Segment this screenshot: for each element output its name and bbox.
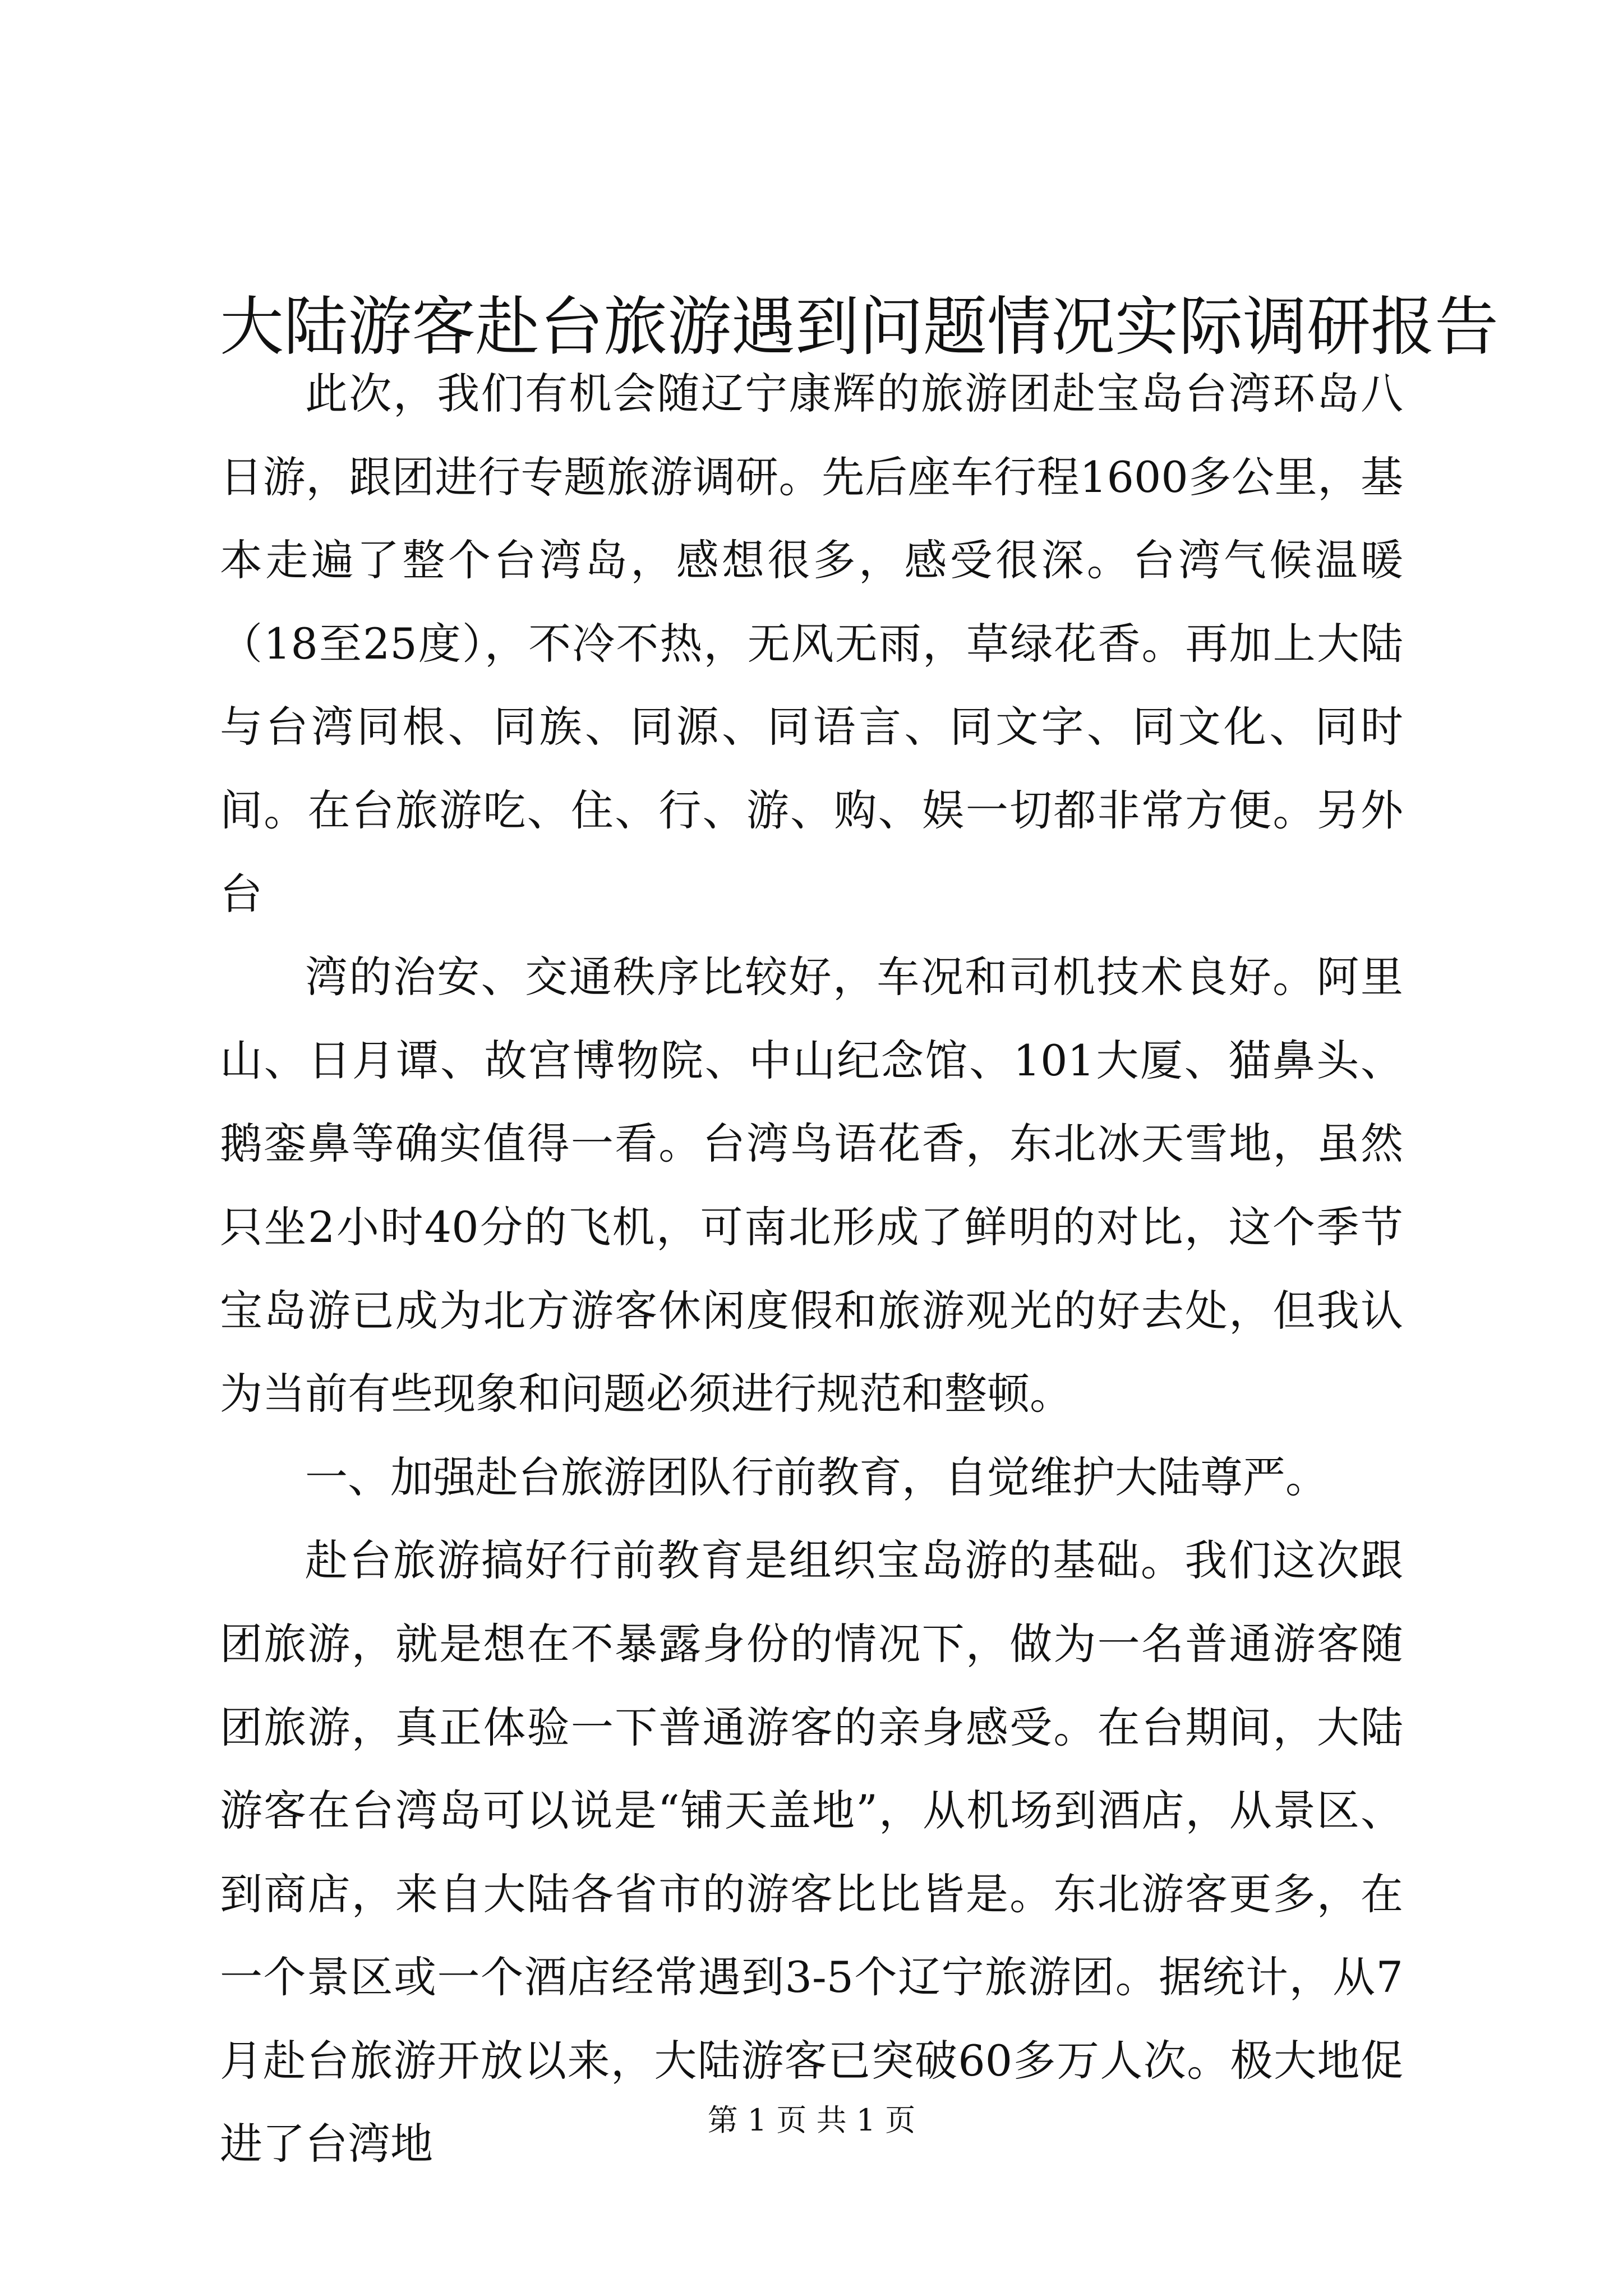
document-body — [220, 352, 1403, 2186]
section-heading-1: 一、加强赴台旅游团队行前教育，自觉维护大陆尊严。 — [305, 1452, 1328, 1502]
paragraph-1: 此次，我们有机会随辽宁康辉的旅游团赴宝岛台湾环岛八日游，跟团进行专题旅游调研。先后座车行程1600多公里，基本走遍了整个台湾岛，感想很多，感受很深。台湾气候温暖（18至25度），不冷不热，无风无雨，草绿花香。再加上大陆与台湾同根、同族、同源、同语言、同文字、同文化、同时间。在台旅游吃、住、行、游、购、娱一切都非常方便。另外台 — [220, 369, 1403, 919]
page-footer: 第 1 页 共 1 页 — [707, 2102, 916, 2138]
document-title: 大陆游客赴台旅游遇到问题情况实际调研报告 — [220, 289, 1499, 364]
paragraph-3: 赴台旅游搞好行前教育是组织宝岛游的基础。我们这次跟团旅游，就是想在不暴露身份的情况下，做为一名普通游客随团旅游，真正体验一下普通游客的亲身感受。在台期间，大陆游客在台湾岛可以说是“铺天盖地”，从机场到酒店，从景区、到商店，来自大陆各省市的游客比比皆是。东北游客更多，在一个景区或一个酒店经常遇到3-5个辽宁旅游团。据统计，从7月赴台旅游开放以来，大陆游客已突破60多万人次。极大地促进了台湾地 — [220, 1535, 1403, 2169]
paragraph-2: 湾的治安、交通秩序比较好，车况和司机技术良好。阿里山、日月谭、故宫博物院、中山纪念馆、101大厦、猫鼻头、鹅銮鼻等确实值得一看。台湾鸟语花香，东北冰天雪地，虽然只坐2小时40分的飞机，可南北形成了鲜明的对比，这个季节宝岛游已成为北方游客休闲度假和旅游观光的好去处，但我认为当前有些现象和问题必须进行规范和整顿。 — [220, 952, 1403, 1419]
